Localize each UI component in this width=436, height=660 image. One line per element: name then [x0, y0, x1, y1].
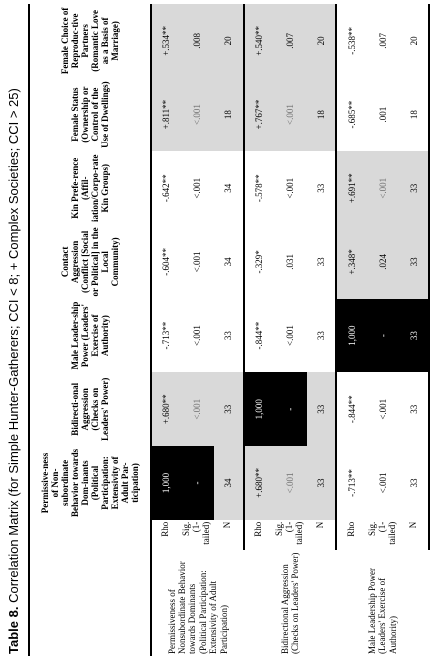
cell: 33	[399, 225, 429, 299]
table-row	[151, 4, 181, 656]
col-header-kin-preference: Kin Prefe-rence (Affil-iation/Corpo-rate Kin Groups)	[29, 151, 151, 225]
cell: 20	[399, 4, 429, 78]
cell: -.844**	[346, 395, 357, 424]
cell: -.685**	[346, 100, 357, 129]
caption-label: Table 8.	[6, 606, 21, 654]
stat-label-rho: Rho	[160, 521, 171, 537]
stat-label-rho: Rho	[345, 521, 356, 537]
cell: .007	[377, 33, 388, 49]
row-label-bidirectional-aggression: Bidirectional Aggression (Checks on Leaders' Power)	[279, 552, 300, 654]
cell: <.001	[192, 251, 203, 273]
cell: +.348*	[336, 225, 366, 299]
cell: <.001	[181, 372, 214, 446]
cell: 1,000	[244, 372, 274, 446]
stat-label-sig: Sig. (1-tailed)	[181, 521, 212, 545]
cell: <.001	[181, 78, 214, 152]
cell: 20	[307, 4, 337, 78]
cell: 33	[214, 372, 244, 446]
cell: +.767**	[244, 78, 274, 152]
cell: .024	[366, 225, 399, 299]
cell: <.001	[273, 446, 306, 520]
header-stat-corner	[29, 520, 151, 550]
correlation-matrix	[28, 4, 430, 656]
cell: +.540**	[244, 4, 274, 78]
cell: 33	[307, 151, 337, 225]
cell: 33	[399, 299, 429, 373]
cell: 18	[307, 78, 337, 152]
cell: -.578**	[253, 174, 264, 203]
col-header-bidirectional-aggression: Bidirecti-onal Aggression (Checks on Leaders' Power)	[29, 372, 151, 446]
header-row	[29, 4, 151, 656]
cell: -	[181, 446, 214, 520]
cell: -.713**	[161, 321, 172, 350]
cell: <.001	[366, 151, 399, 225]
stat-label-n: N	[307, 520, 337, 550]
table-row	[244, 4, 274, 656]
cell: .001	[377, 106, 388, 123]
cell: +.680**	[151, 372, 181, 446]
cell: -.642**	[161, 174, 172, 203]
col-header-permissiveness: Permissive-ness of Non-subordinate Behavior towards Dom-inants (Political Participation: Extensivity of Adult Par-ticipation)	[29, 446, 151, 520]
cell: -.844**	[253, 321, 264, 350]
caption-text: Correlation Matrix (for Simple Hunter-Gatherers; CCI < 8; + Complex Societies; CCI > 25)	[6, 88, 21, 603]
cell: 1,000	[151, 446, 181, 520]
cell: +.811**	[151, 78, 181, 152]
cell: -.329*	[253, 250, 264, 274]
cell: 18	[214, 78, 244, 152]
stat-label-rho: Rho	[253, 521, 263, 537]
table-caption	[2, 4, 26, 654]
cell: 33	[214, 299, 244, 373]
cell: +.534**	[151, 4, 181, 78]
cell: <.001	[284, 177, 295, 199]
cell: -.538**	[346, 27, 357, 55]
col-header-contact-aggression: Contact Aggression (Conflict [Social or Political] in the Local Community)	[29, 225, 151, 299]
cell: +.691**	[336, 151, 366, 225]
col-header-female-choice: Female Choice of Reproduc-tive Partners (Romantic Love as a Basis of Marriage)	[29, 4, 151, 78]
cell: .031	[284, 254, 295, 270]
stat-label-sig: Sig. (1-tailed)	[366, 521, 397, 545]
cell: 20	[214, 4, 244, 78]
cell: 1,000	[336, 299, 366, 373]
cell: 33	[307, 446, 337, 520]
stat-label-n: N	[399, 520, 429, 550]
cell: 33	[307, 299, 337, 373]
cell: 33	[307, 372, 337, 446]
cell: <.001	[377, 398, 388, 420]
col-header-female-status: Female Status (Ownership or Control of the Use of Dwellings)	[29, 78, 151, 152]
col-header-male-leadership: Male Leader-ship Power (Leaders' Exercise of Authority)	[29, 299, 151, 373]
cell: <.001	[377, 472, 388, 494]
cell: 33	[399, 151, 429, 225]
cell: 34	[214, 446, 244, 520]
cell: <.001	[273, 78, 306, 152]
stat-label-n: N	[214, 520, 244, 550]
stat-label-sig: Sig. (1-tailed)	[274, 521, 304, 545]
cell: +.680**	[244, 446, 274, 520]
cell: -.713**	[346, 469, 357, 497]
cell: -	[273, 372, 306, 446]
cell: 33	[399, 372, 429, 446]
cell: 34	[214, 151, 244, 225]
cell: <.001	[192, 177, 203, 199]
cell: 34	[214, 225, 244, 299]
header-corner	[29, 550, 151, 656]
cell: <.001	[192, 325, 203, 346]
cell: 18	[399, 78, 429, 152]
row-label-male-leadership: Male Leadership Power (Leaders' Exercise of Authority)	[367, 568, 398, 654]
cell: 33	[399, 446, 429, 520]
cell: .008	[181, 4, 214, 78]
cell: -.604**	[161, 248, 172, 276]
cell: 33	[307, 225, 337, 299]
cell: -	[366, 299, 399, 373]
cell: .007	[273, 4, 306, 78]
row-label-permissiveness: Permissiveness of Nonsubordinate Behavior towards Dominants (Political Participation: Extensivity of Adult Participation)	[166, 561, 229, 654]
table-row	[336, 4, 366, 656]
cell: <.001	[284, 325, 295, 346]
